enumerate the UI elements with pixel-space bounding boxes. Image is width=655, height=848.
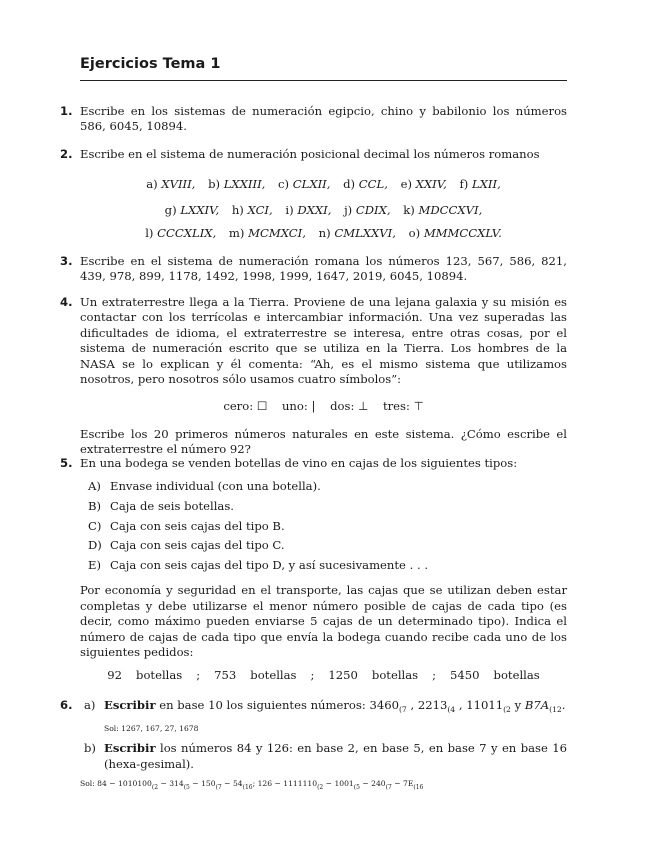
order-unit: botellas (136, 668, 183, 683)
roman-item: b) LXXIII, (208, 177, 266, 192)
base-number: $11011_{(2}$ y (466, 698, 522, 714)
exercise-2 (60, 147, 567, 243)
base-number: $3460_{(7}$ , (369, 698, 415, 714)
order-sep: ; (196, 668, 201, 683)
exercise-text: En una bodega se venden botellas de vino en cajas de los siguientes tipos: (80, 456, 518, 470)
symbol-item: dos: ⊥ (330, 399, 369, 414)
list-item: E) Caja con seis cajas del tipo D, y así sucesivamente . . . (88, 557, 429, 572)
exercise-number: 3. (60, 254, 73, 268)
roman-item: n) CMLXXVI, (318, 226, 396, 241)
square-icon: ☐ (256, 399, 268, 414)
symbol-item: tres: ⊤ (382, 399, 424, 414)
bar-icon: | (311, 399, 316, 414)
down-tack-icon: ⊤ (413, 399, 424, 414)
exercise-number: 2. (60, 147, 73, 161)
roman-item: g) LXXIV, (164, 203, 220, 218)
roman-item: m) MCMXCI, (228, 226, 306, 241)
order-qty: 1250 (328, 668, 358, 683)
roman-item: c) CLXII, (278, 177, 331, 192)
order-qty: 753 (214, 668, 237, 683)
title-rule (80, 80, 567, 81)
list-item: D) Caja con seis cajas del tipo C. (88, 538, 285, 553)
up-tack-icon: ⊥ (358, 399, 369, 414)
order-unit: botellas (493, 668, 540, 683)
roman-item: e) XXIV, (400, 177, 447, 192)
roman-item: k) MDCCXVI, (403, 203, 483, 218)
list-item: A) Envase individual (con una botella). (88, 479, 321, 494)
solution-a: Sol: 1267, 167, 27, 1678 (104, 724, 199, 734)
exercise-text: Escribe en los sistemas de numeración egipcio, chino y babilonio los números 586, 6045, 10894. (80, 104, 567, 134)
exercise-3 (60, 254, 567, 285)
symbol-item: cero: ☐ (223, 399, 268, 414)
roman-item: h) XCI, (231, 203, 273, 218)
exercise-1 (60, 104, 567, 135)
roman-item: f) LXII, (459, 177, 501, 192)
order-unit: botellas (371, 668, 419, 683)
roman-item: j) CDIX, (344, 203, 391, 218)
list-item: C) Caja con seis cajas del tipo B. (88, 518, 285, 533)
roman-item: a) XVIII, (146, 177, 196, 192)
order-sep: ; (432, 668, 437, 683)
roman-row-3 (80, 223, 567, 243)
list-item: B) Caja de seis botellas. (88, 499, 234, 513)
exercise-5 (60, 456, 567, 684)
exercise-6 (60, 698, 567, 794)
exercise-number: 6. (60, 698, 73, 712)
exercise-text-2: Escribe los 20 primeros números naturales en este sistema. ¿Cómo escribe el extraterrestre el número 92? (80, 426, 567, 457)
roman-row-1 (80, 174, 567, 194)
exercise-4 (60, 295, 567, 458)
exercise-number: 4. (60, 295, 73, 309)
base-number: $2213_{(4}$ , (417, 698, 463, 714)
page-title: Ejercicios Tema 1 (80, 56, 221, 72)
exercise-text: Un extraterrestre llega a la Tierra. Proviene de una lejana galaxia y su misión es contactar con los terrícolas e intercambiar información. Una vez superadas las dificultades de idioma, el extraterrestre se interesa, entre otras cosas, por el sistema de numeración escrito que se utiliza en la Tierra. Los hombres de la NASA se lo explican y él comenta: “Ah, es el mismo sistema que utilizamos nosotros, pero nosotros sólo usamos cuatro símbolos”: (80, 295, 567, 387)
order-qty: 92 (107, 668, 123, 683)
solution-b: Sol: $84 - 1010100_{(2} - 314_{(5} - 150_{(7} - 54_{(16}$; $126 - 1111110_{(2} - 1001_{(5} - 240_{(7} - 7E_{(16}$ (80, 779, 424, 792)
roman-item: o) MMMCCXLV. (408, 226, 502, 241)
base-number: $B7A_{(12}$. (524, 698, 566, 714)
part-a: a) Escribir en base 10 los siguientes números: $3460_{(7}$ , $2213_{(4}$ , $11011_{(2}$ y $B7A_{(12}$. Sol: 1267, 167, 27, 1678 (84, 698, 566, 734)
exercise-text-2: Por economía y seguridad en el transporte, las cajas que se utilizan deben estar completas y debe utilizarse el menor número posible de cajas de cada tipo (es decir, como máximo pueden enviarse 5 cajas de un determinado tipo). Indica el número de cajas de cada tipo que envía la bodega cuando recibe cada uno de los siguientes pedidos: (80, 583, 567, 659)
part-b: b) Escribir los números 84 y 126: en base 2, en base 5, en base 7 y en base 16 (hexa-gesimal). (84, 741, 568, 771)
roman-list (80, 174, 567, 243)
roman-row-2 (80, 200, 567, 220)
exercise-number: 5. (60, 456, 73, 470)
exercise-number: 1. (60, 104, 73, 118)
symbol-item: uno: | (281, 399, 316, 414)
symbol-list (80, 399, 567, 414)
box-type-list (88, 477, 567, 575)
orders-table (100, 668, 546, 683)
orders (80, 668, 567, 683)
exercise-text: Escribe en el sistema de numeración posicional decimal los números romanos (80, 147, 540, 161)
roman-item: i) DXXI, (285, 203, 332, 218)
order-sep: ; (310, 668, 315, 683)
order-unit: botellas (250, 668, 297, 683)
roman-item: d) CCL, (343, 177, 388, 192)
exercise-text: Escribe en el sistema de numeración romana los números 123, 567, 586, 821, 439, 978, 899, 1178, 1492, 1998, 1999, 1647, 2019, 6045, 10894. (80, 254, 567, 284)
roman-item: l) CCCXLIX, (145, 226, 217, 241)
order-qty: 5450 (450, 668, 480, 683)
